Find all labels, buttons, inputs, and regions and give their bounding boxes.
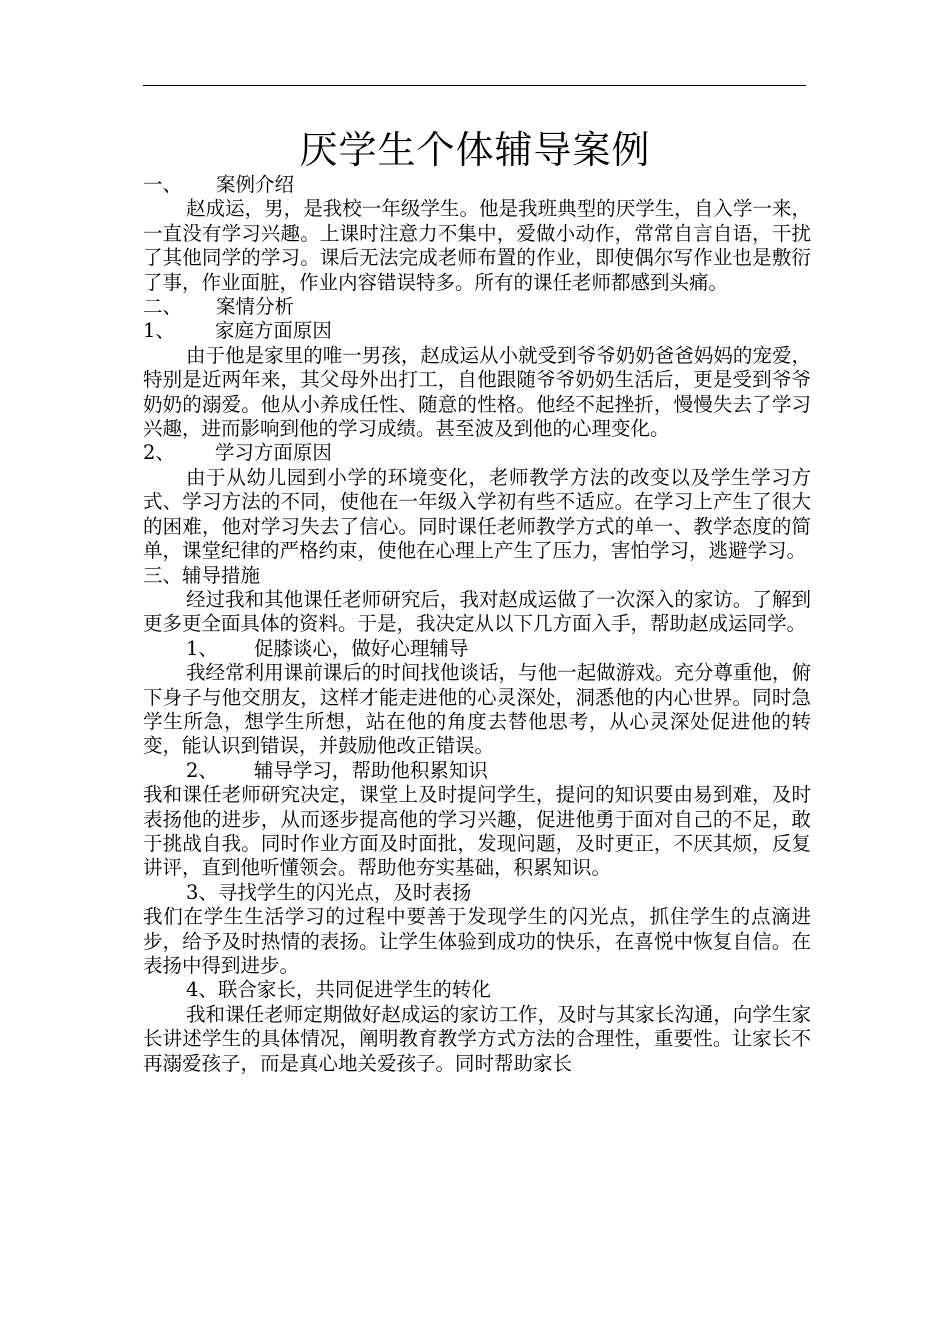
paragraph-measures-intro: 经过我和其他课任老师研究后，我对赵成运做了一次深入的家访。了解到更多更全面具体的资料。于是，我决定从以下几方面入手，帮助赵成运同学。 bbox=[143, 587, 811, 636]
paragraph-family-reasons: 由于他是家里的唯一男孩，赵成运从小就受到爷爷奶奶爸爸妈妈的宠爱，特别是近两年来，其父母外出打工，自他跟随爷爷奶奶生活后，更是受到爷爷奶奶的溺爱。他从小养成任性、随意的性格。他经不起挫折，慢慢失去了学习兴趣，进而影响到他的学习成绩。甚至波及到他的心理变化。 bbox=[143, 343, 811, 441]
document-body bbox=[143, 173, 811, 1076]
paragraph-measure-3: 我们在学生生活学习的过程中要善于发现学生的闪光点，抓住学生的点滴进步，给予及时热情的表扬。让学生体验到成功的快乐，在喜悦中恢复自信。在表扬中得到进步。 bbox=[143, 905, 811, 977]
measure-heading-1: 1、 促膝谈心，做好心理辅导 bbox=[186, 636, 469, 660]
measure-heading-3: 3、寻找学生的闪光点，及时表扬 bbox=[186, 880, 472, 904]
paragraph-measure-4: 我和课任老师定期做好赵成运的家访工作，及时与其家长沟通，向学生家长讲述学生的具体情况，阐明教育教学方式方法的合理性，重要性。让家长不再溺爱孩子，而是真心地关爱孩子。同时帮助家长 bbox=[143, 1002, 811, 1075]
measure-heading-2: 2、 辅导学习，帮助他积累知识 bbox=[186, 758, 488, 782]
paragraph-study-reasons: 由于从幼儿园到小学的环境变化，老师教学方法的改变以及学生学习方式、学习方法的不同，使他在一年级入学初有些不适应。在学习上产生了很大的困难，他对学习失去了信心。同时课任老师教学方式的单一、教学态度的简单，课堂纪律的严格约束，使他在心理上产生了压力，害怕学习，逃避学习。 bbox=[143, 465, 811, 563]
paragraph-case-intro: 赵成运，男，是我校一年级学生。他是我班典型的厌学生，自入学一来，一直没有学习兴趣。上课时注意力不集中，爱做小动作，常常自言自语，干扰了其他同学的学习。课后无法完成老师布置的作业，即使偶尔写作业也是敷衍了事，作业面脏，作业内容错误特多。所有的课任老师都感到头痛。 bbox=[143, 197, 811, 294]
measure-heading-4: 4、联合家长，共同促进学生的转化 bbox=[186, 978, 491, 1002]
subsection-heading-study: 2、 学习方面原因 bbox=[143, 441, 332, 465]
section-heading-3: 三、辅导措施 bbox=[143, 563, 261, 587]
paragraph-measure-2: 我和课任老师研究决定，课堂上及时提问学生，提问的知识要由易到难，及时表扬他的进步，从而逐步提高他的学习兴趣，促进他勇于面对自己的不足，敢于挑战自我。同时作业方面及时面批，发现问题，及时更正，不厌其烦，反复讲评，直到他听懂领会。帮助他夯实基础，积累知识。 bbox=[143, 783, 811, 880]
section-heading-1: 一、 案例介绍 bbox=[143, 173, 295, 196]
subsection-heading-family: 1、 家庭方面原因 bbox=[143, 319, 332, 343]
section-heading-2: 二、 案情分析 bbox=[143, 295, 295, 319]
header-rule bbox=[143, 85, 806, 86]
document-title: 厌学生个体辅导案例 bbox=[299, 128, 651, 172]
paragraph-measure-1: 我经常利用课前课后的时间找他谈话，与他一起做游戏。充分尊重他，俯下身子与他交朋友，这样才能走进他的心灵深处，洞悉他的内心世界。同时急学生所急，想学生所想，站在他的角度去替他思考，从心灵深处促进他的转变，能认识到错误，并鼓励他改正错误。 bbox=[143, 661, 811, 758]
